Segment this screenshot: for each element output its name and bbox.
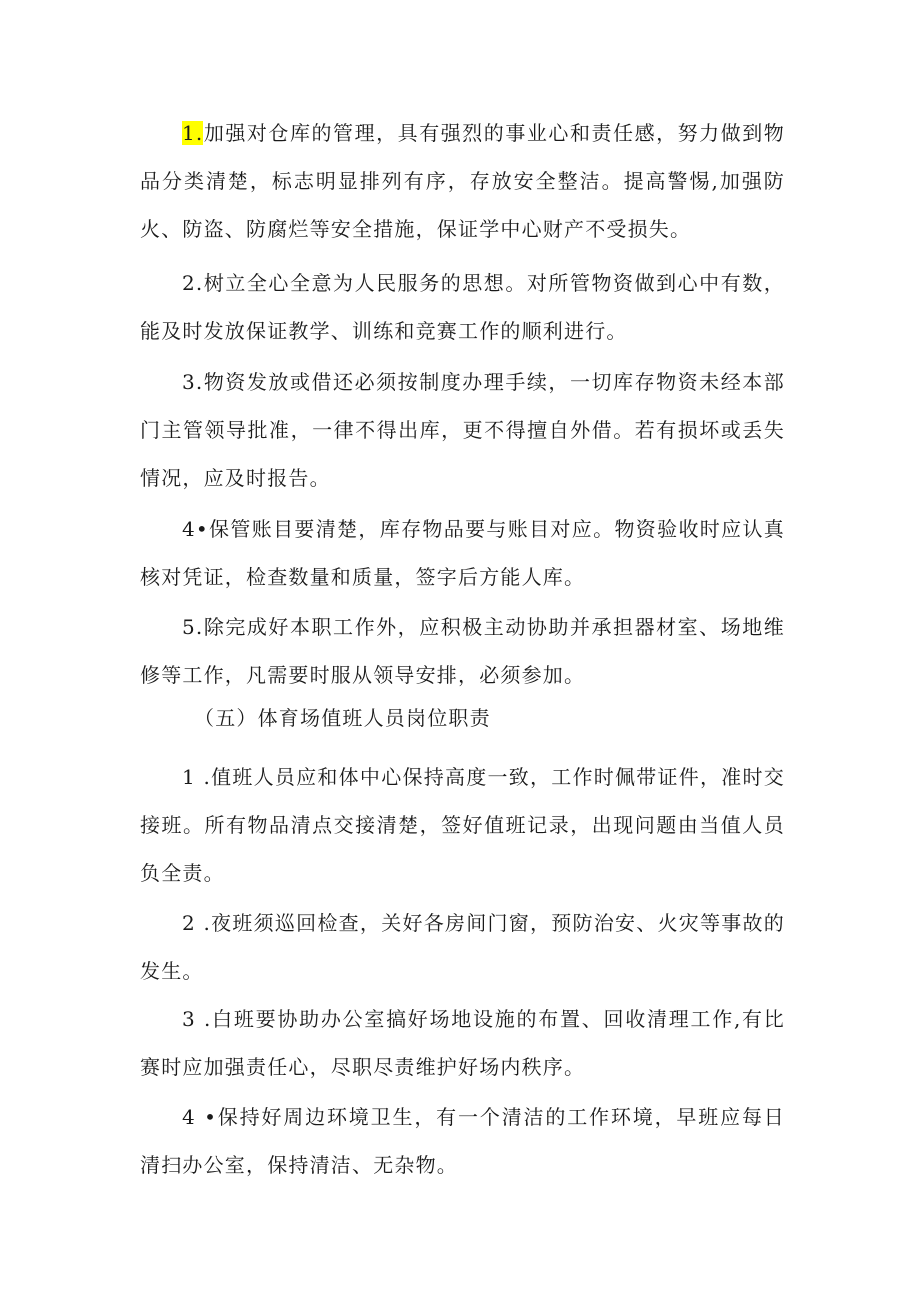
highlighted-number: 1. [182,121,204,145]
paragraph-1 [140,109,785,253]
section-paragraph-2: 2 .夜班须巡回检查，关好各房间门窗，预防治安、火灾等事故的发生。 [140,911,785,983]
section-paragraph-1: 1 .值班人员应和体中心保持高度一致，工作时佩带证件，准时交接班。所有物品清点交接清楚，签好值班记录，出现问题由当值人员负全责。 [140,765,785,885]
section-paragraph-3: 3 .白班要协助办公室搞好场地设施的布置、回收清理工作,有比赛时应加强责任心，尽职尽责维护好场内秩序。 [140,1007,785,1079]
section-paragraph-4: 4 •保持好周边环境卫生，有一个清洁的工作环境，早班应每日清扫办公室，保持清洁、无杂物。 [140,1105,785,1177]
paragraph-5: 5.除完成好本职工作外，应积极主动协助并承担器材室、场地维修等工作，凡需要时服从领导安排，必须参加。 [140,615,785,687]
paragraph-2: 2.树立全心全意为人民服务的思想。对所管物资做到心中有数，能及时发放保证教学、训练和竞赛工作的顺利进行。 [140,271,785,343]
paragraph-1-text: 加强对仓库的管理，具有强烈的事业心和责任感，努力做到物品分类清楚，标志明显排列有序，存放安全整洁。提高警惕,加强防火、防盗、防腐烂等安全措施，保证学中心财产不受损失。 [140,121,785,241]
paragraph-3: 3.物资发放或借还必须按制度办理手续，一切库存物资未经本部门主管领导批准，一律不得出库，更不得擅自外借。若有损坏或丢失情况，应及时报告。 [140,370,785,490]
paragraph-4: 4•保管账目要清楚，库存物品要与账目对应。物资验收时应认真核对凭证，检查数量和质量，签字后方能人库。 [140,517,785,589]
section-heading: （五）体育场值班人员岗位职责 [194,706,491,730]
